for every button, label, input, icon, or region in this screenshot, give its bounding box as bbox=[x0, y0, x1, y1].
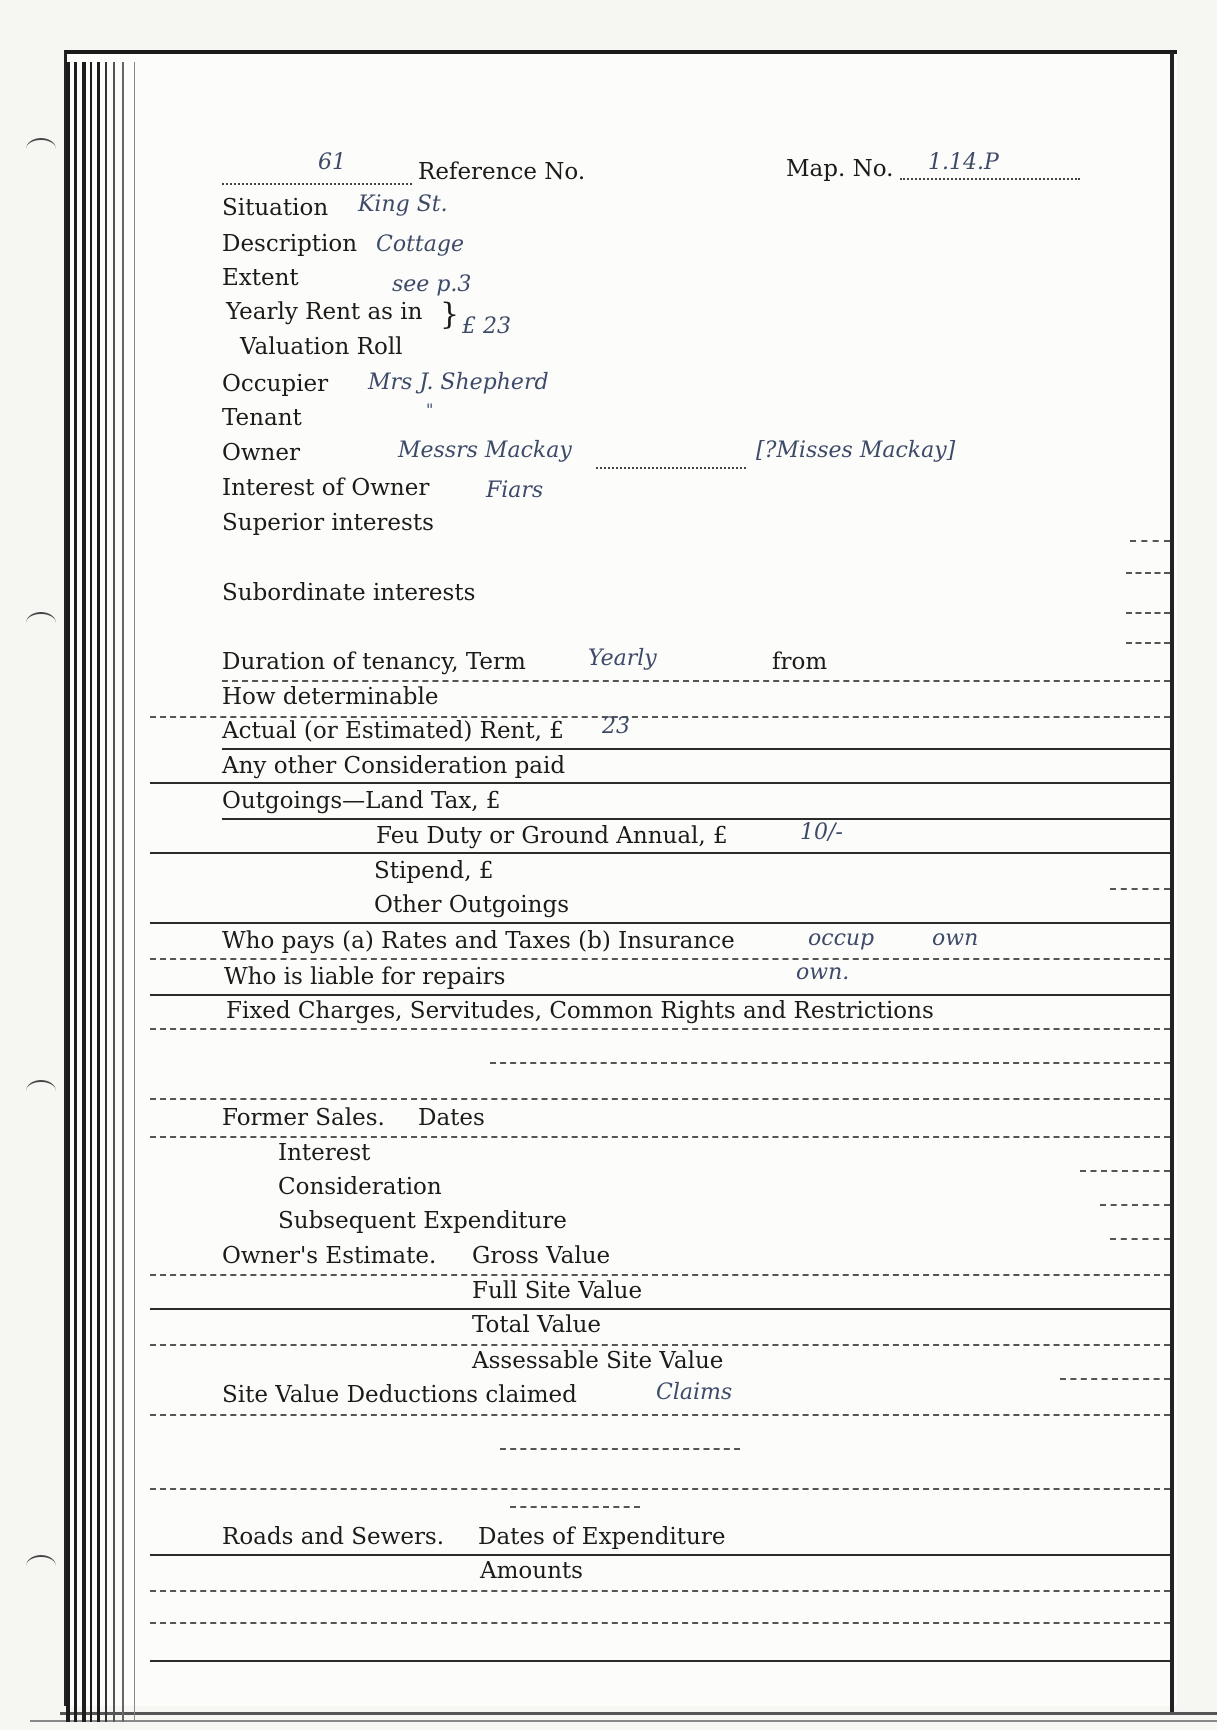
gross-value-rule bbox=[150, 1274, 1170, 1276]
who-pays-label: Who pays (a) Rates and Taxes (b) Insurance bbox=[222, 928, 735, 954]
situation-value: King St. bbox=[358, 192, 448, 217]
reference-label: Reference No. bbox=[418, 159, 586, 185]
repairs-label: Who is liable for repairs bbox=[224, 964, 506, 990]
amounts-label: Amounts bbox=[480, 1558, 583, 1584]
owner-label: Owner bbox=[222, 440, 300, 466]
feu-duty-label: Feu Duty or Ground Annual, £ bbox=[376, 823, 728, 849]
total-value-label: Total Value bbox=[472, 1312, 602, 1338]
fixed-charges-rule-2 bbox=[490, 1062, 1170, 1064]
full-site-value-rule bbox=[150, 1308, 1170, 1310]
binder-ring-1 bbox=[26, 138, 56, 160]
interest-of-owner-label: Interest of Owner bbox=[222, 475, 430, 501]
map-underline bbox=[900, 178, 1080, 180]
repairs-rule bbox=[150, 994, 1170, 996]
feu-duty-rule bbox=[150, 852, 1170, 854]
subordinate-line-end bbox=[1126, 612, 1170, 614]
page-bottom-edge-shadow bbox=[30, 1720, 1217, 1722]
subsequent-expenditure-label: Subsequent Expenditure bbox=[278, 1208, 567, 1234]
sales-dates-label: Dates bbox=[418, 1105, 485, 1131]
owner-value: Messrs Mackay bbox=[398, 438, 572, 463]
repairs-value: own. bbox=[796, 960, 850, 985]
duration-value: Yearly bbox=[588, 646, 657, 671]
sales-dates-rule bbox=[150, 1136, 1170, 1138]
who-pays-insurance-value: own bbox=[932, 926, 979, 951]
page-right-edge bbox=[1170, 52, 1174, 1712]
subordinate-interests-label: Subordinate interests bbox=[222, 580, 476, 606]
map-label: Map. No. bbox=[786, 156, 894, 182]
total-value-rule bbox=[150, 1344, 1170, 1346]
other-consideration-label: Any other Consideration paid bbox=[222, 753, 566, 779]
fixed-charges-label: Fixed Charges, Servitudes, Common Rights and Restrictions bbox=[226, 998, 934, 1024]
superior-line-end bbox=[1130, 540, 1170, 542]
extent-value: see p.3 bbox=[392, 272, 472, 297]
description-value: Cottage bbox=[376, 232, 464, 257]
reference-underline bbox=[222, 183, 412, 185]
map-number: 1.14.P bbox=[928, 150, 999, 175]
duration-rule bbox=[222, 680, 1170, 682]
superior-line-end-2 bbox=[1126, 572, 1170, 574]
deductions-rule-3 bbox=[150, 1488, 1170, 1490]
actual-rent-label: Actual (or Estimated) Rent, £ bbox=[222, 718, 564, 744]
yearly-rent-label-2: Valuation Roll bbox=[240, 334, 403, 360]
land-tax-rule bbox=[222, 818, 1170, 820]
roads-sewers-label: Roads and Sewers. bbox=[222, 1524, 445, 1550]
deductions-label: Site Value Deductions claimed bbox=[222, 1382, 577, 1408]
deductions-rule bbox=[150, 1414, 1170, 1416]
occupier-label: Occupier bbox=[222, 371, 329, 397]
brace-top-glyph: } bbox=[440, 297, 460, 332]
how-determinable-label: How determinable bbox=[222, 684, 439, 710]
extent-label: Extent bbox=[222, 265, 299, 291]
assessable-rule bbox=[1060, 1378, 1170, 1380]
consideration-rule bbox=[150, 782, 1170, 784]
who-pays-rates-value: occup bbox=[808, 926, 875, 951]
deductions-value: Claims bbox=[656, 1380, 733, 1405]
former-sales-label: Former Sales. bbox=[222, 1105, 385, 1131]
superior-interests-label: Superior interests bbox=[222, 510, 434, 536]
stipend-rule bbox=[1110, 888, 1170, 890]
owners-estimate-label: Owner's Estimate. bbox=[222, 1243, 437, 1269]
sales-consideration-label: Consideration bbox=[278, 1174, 442, 1200]
page-bottom-edge bbox=[60, 1712, 1217, 1715]
binder-ring-4 bbox=[26, 1555, 56, 1577]
yearly-rent-value: £ 23 bbox=[462, 314, 511, 339]
actual-rent-rule bbox=[222, 748, 1170, 750]
who-pays-rule bbox=[150, 958, 1170, 960]
gross-value-label: Gross Value bbox=[472, 1243, 611, 1269]
reference-number: 61 bbox=[318, 150, 346, 175]
fixed-charges-rule bbox=[150, 1028, 1170, 1030]
stipend-label: Stipend, £ bbox=[374, 858, 494, 884]
amounts-rule-3 bbox=[150, 1660, 1170, 1662]
sales-interest-rule bbox=[1080, 1170, 1170, 1172]
fixed-charges-rule-3 bbox=[150, 1098, 1170, 1100]
binder-ring-2 bbox=[26, 612, 56, 634]
binder-ring-3 bbox=[26, 1080, 56, 1102]
tenant-value: " bbox=[426, 400, 434, 419]
duration-label: Duration of tenancy, Term bbox=[222, 649, 526, 675]
interest-of-owner-value: Fiars bbox=[486, 478, 544, 503]
owner-note: [?Misses Mackay] bbox=[756, 438, 956, 463]
sales-consideration-rule bbox=[1100, 1204, 1170, 1206]
assessable-site-value-label: Assessable Site Value bbox=[472, 1348, 724, 1374]
subordinate-line-end-2 bbox=[1126, 642, 1170, 644]
roads-dates-rule bbox=[150, 1554, 1170, 1556]
actual-rent-value: 23 bbox=[602, 714, 630, 739]
full-site-value-label: Full Site Value bbox=[472, 1278, 643, 1304]
tenant-label: Tenant bbox=[222, 405, 302, 431]
other-outgoings-label: Other Outgoings bbox=[374, 892, 570, 918]
dates-of-expenditure-label: Dates of Expenditure bbox=[478, 1524, 726, 1550]
other-outgoings-rule bbox=[150, 922, 1170, 924]
subsequent-expenditure-rule bbox=[1110, 1238, 1170, 1240]
description-label: Description bbox=[222, 231, 358, 257]
sales-interest-label: Interest bbox=[278, 1140, 371, 1166]
amounts-rule-2 bbox=[150, 1622, 1170, 1624]
deductions-rule-2 bbox=[500, 1448, 740, 1450]
situation-label: Situation bbox=[222, 195, 329, 221]
owner-dotted-line bbox=[596, 467, 746, 469]
page-stack-binding bbox=[62, 62, 146, 1722]
feu-duty-value: 10/- bbox=[800, 820, 843, 845]
deductions-rule-4 bbox=[510, 1506, 640, 1508]
yearly-rent-label-1: Yearly Rent as in bbox=[226, 299, 423, 325]
occupier-value: Mrs J. Shepherd bbox=[368, 370, 549, 395]
amounts-rule bbox=[150, 1590, 1170, 1592]
from-label: from bbox=[772, 649, 828, 675]
land-tax-label: Outgoings—Land Tax, £ bbox=[222, 788, 501, 814]
